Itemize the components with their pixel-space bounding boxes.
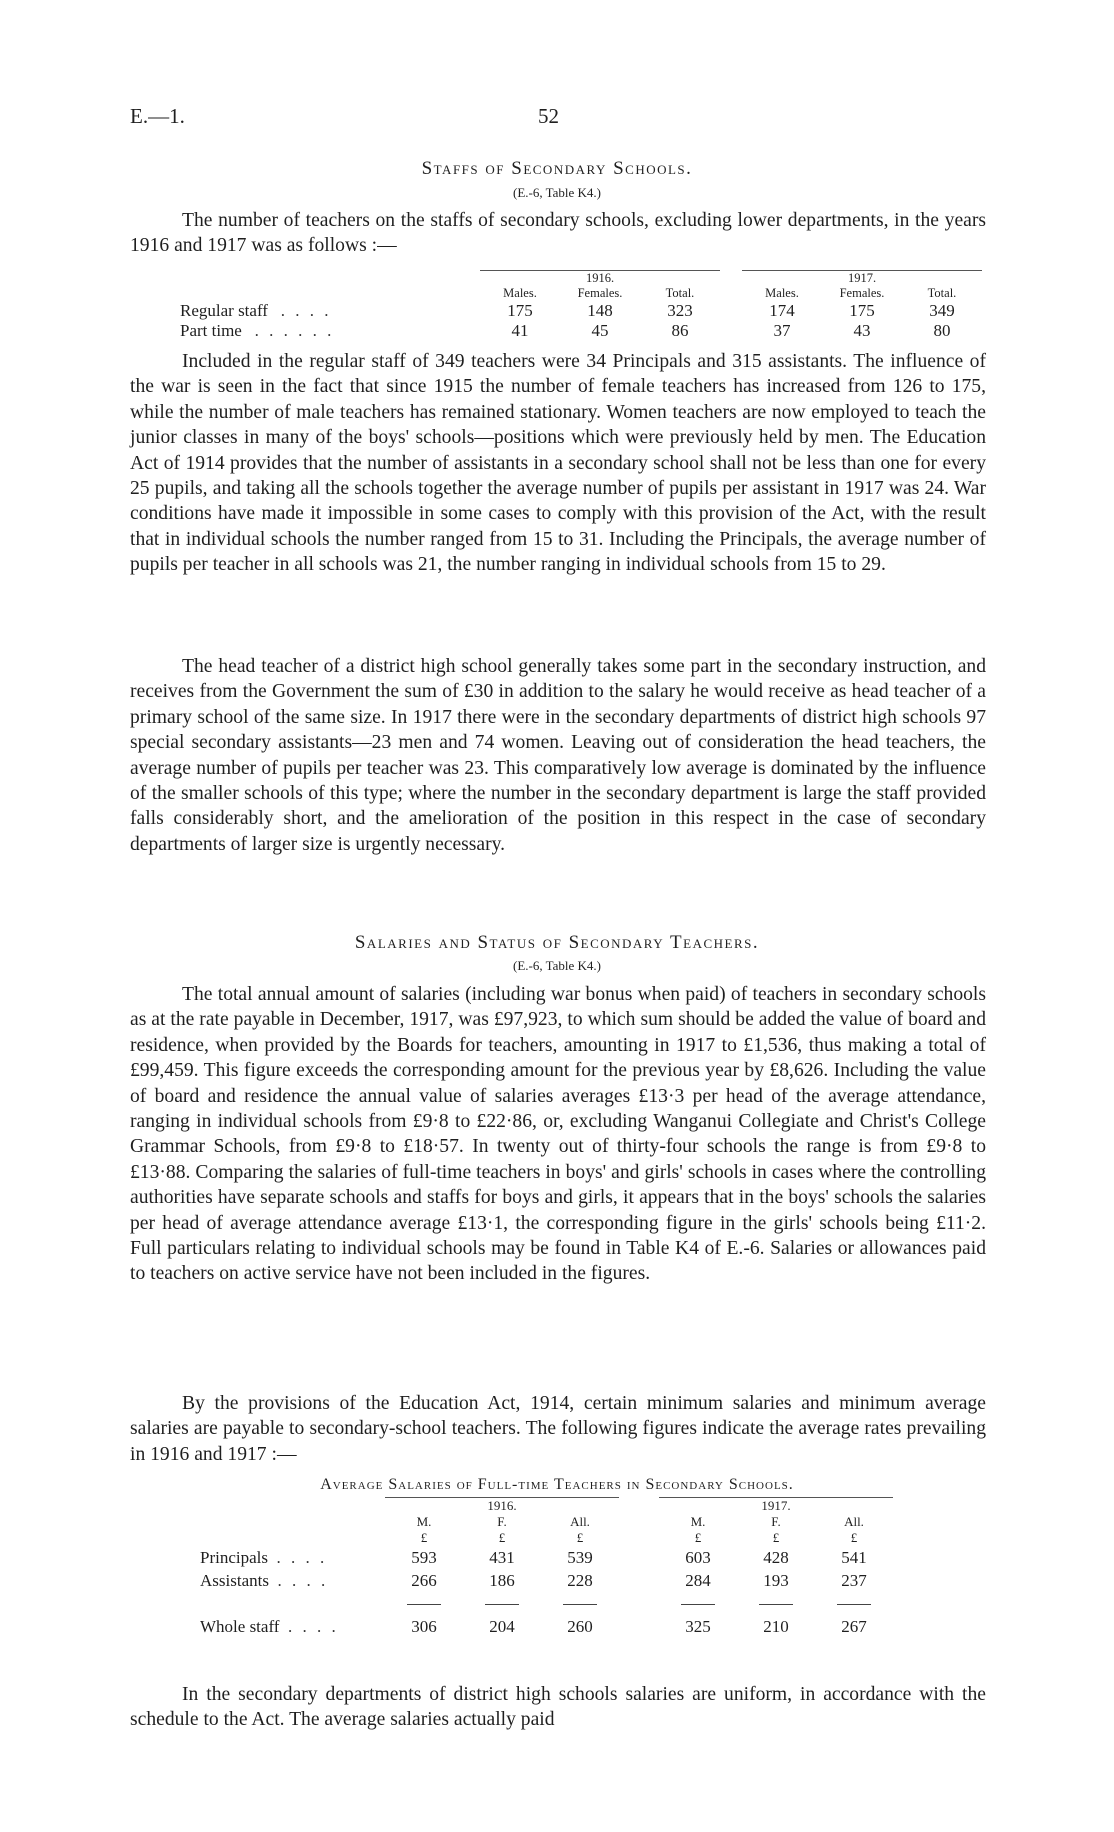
row-label: Principals <box>200 1547 268 1567</box>
table-cell: 148 <box>587 301 613 320</box>
row-label: Assistants <box>200 1570 269 1590</box>
table-cell: 260 <box>567 1616 593 1636</box>
table-row <box>200 1569 893 1592</box>
row-label: Regular staff <box>180 301 268 320</box>
leader-dots: . . . . <box>277 1570 329 1590</box>
table-cell: 349 <box>929 301 955 320</box>
column-header: Females. <box>577 286 623 300</box>
salaries-paragraph-3: In the secondary departments of district high schools salaries are uniform, in accordance with the schedule to the Act. The average salaries actually paid <box>130 1684 986 1731</box>
table-cell: 41 <box>511 321 529 340</box>
table-cell: 86 <box>671 321 689 340</box>
table-cell: 284 <box>685 1570 711 1590</box>
unit-label: £ <box>420 1530 428 1545</box>
table-cell: 539 <box>567 1547 593 1567</box>
table-cell: 37 <box>773 321 791 340</box>
column-header: M. <box>416 1514 432 1529</box>
leader-dots: . . . . <box>280 301 332 320</box>
table-cell: 237 <box>841 1570 867 1590</box>
column-header: Total. <box>665 286 695 300</box>
row-label: Whole staff <box>200 1616 280 1636</box>
table-cell: 541 <box>841 1547 867 1567</box>
table-cell: 323 <box>667 301 693 320</box>
table-cell: 593 <box>411 1547 437 1567</box>
column-header: F. <box>497 1514 507 1529</box>
leader-dots: . . . . <box>276 1547 328 1567</box>
staff-numbers-table <box>180 270 982 341</box>
table-year-1917: 1917. <box>742 271 982 287</box>
table-cell: 186 <box>489 1570 515 1590</box>
table-year-1916: 1916. <box>385 1498 619 1515</box>
column-header: F. <box>771 1514 781 1529</box>
rule <box>837 1604 871 1605</box>
table-cell: 267 <box>841 1616 867 1636</box>
rule <box>563 1604 597 1605</box>
staffs-intro-paragraph: The number of teachers on the staffs of secondary schools, excluding lower departments, in the years 1916 and 1917 was as follows :— <box>130 210 986 257</box>
table-cell: 431 <box>489 1547 515 1567</box>
salaries-paragraph-1: The total annual amount of salaries (including war bonus when paid) of teachers in secondary schools as at the rate payable in December, 1917, was £97,923, to which sum should be added the value of board and residence, when provided by the Boards for teachers, amounting in 1917 to £1,536, thus making a total of £99,459. This figure exceeds the corresponding amount for the previous year by £8,626. Including the value of board and residence the annual value of salaries averages £13·3 per head of the average attendance, ranging in individual schools from £9·8 to £22·86, or, excluding Wanganui Collegiate and Christ's College Grammar Schools, from £9·8 to £18·57. In twenty out of thirty-four schools the range is from £9·8 to £13·88. Comparing the salaries of full-time teachers in boys' and girls' schools in cases where the controlling authorities have separate schools and staffs for boys and girls, it appears that in the boys' schools the salaries per head of average attendance average £13·1, the corresponding figure in the girls' schools being £11·2. Full particulars relating to individual schools may be found in Table K4 of E.-6. Salaries or allowances paid to teachers on active service have not been included in the figures. <box>130 984 986 1285</box>
table-cell: 228 <box>567 1570 593 1590</box>
table-cell: 204 <box>489 1616 515 1636</box>
unit-label: £ <box>694 1530 702 1545</box>
leader-dots: . . . . . . <box>254 321 335 340</box>
leader-dots: . . . . <box>287 1616 339 1636</box>
rule <box>407 1604 441 1605</box>
unit-label: £ <box>498 1530 506 1545</box>
average-salaries-table <box>200 1497 893 1638</box>
rule <box>759 1604 793 1605</box>
unit-label: £ <box>850 1530 858 1545</box>
table-cell: 266 <box>411 1570 437 1590</box>
table-year-1916: 1916. <box>480 271 720 287</box>
staffs-paragraph-1: Included in the regular staff of 349 teachers were 34 Principals and 315 assistants. The influence of the war is seen in the fact that since 1915 the number of female teachers has increased from 126 to 175, while the number of male teachers has remained stationary. Women teachers are now employed to teach the junior classes in many of the boys' schools—positions which were previously held by men. The Education Act of 1914 provides that the number of assistants in a secondary school shall not be less than one for every 25 pupils, and taking all the schools together the average number of pupils per assistant in 1917 was 24. War conditions have made it impossible in some cases to comply with this provision of the Act, with the result that in individual schools the number ranged from 15 to 31. Including the Principals, the average number of pupils per teacher in all schools was 21, the number ranging in individual schools from 15 to 29. <box>130 351 986 576</box>
column-header: All. <box>844 1514 864 1529</box>
rule <box>485 1604 519 1605</box>
section-ref-salaries: (E.-6, Table K4.) <box>512 958 602 973</box>
section-ref-staffs: (E.-6, Table K4.) <box>512 185 602 200</box>
table-cell: 210 <box>763 1616 789 1636</box>
column-header: Total. <box>927 286 957 300</box>
table-cell: 175 <box>507 301 533 320</box>
column-header: Males. <box>765 286 799 300</box>
row-label: Part time <box>180 321 242 340</box>
table-cell: 45 <box>591 321 609 340</box>
table-cell: 428 <box>763 1547 789 1567</box>
column-header: All. <box>570 1514 590 1529</box>
table-row <box>180 321 982 341</box>
table-cell: 603 <box>685 1547 711 1567</box>
unit-label: £ <box>772 1530 780 1545</box>
table-row <box>180 301 982 321</box>
table-cell: 325 <box>685 1616 711 1636</box>
table-year-1917: 1917. <box>659 1498 893 1515</box>
page-number: 52 <box>538 104 559 128</box>
table-total-row <box>200 1615 893 1638</box>
table-cell: 43 <box>853 321 871 340</box>
rule <box>681 1604 715 1605</box>
table-cell: 80 <box>933 321 951 340</box>
salaries-paragraph-2: By the provisions of the Education Act, 1914, certain minimum salaries and minimum average salaries are payable to secondary-school teachers. The following figures indicate the average rates prevailing in 1916 and 1917 :— <box>130 1393 986 1465</box>
section-title-salaries: Salaries and Status of Secondary Teachers. <box>354 932 760 953</box>
column-header: Females. <box>839 286 885 300</box>
column-header: M. <box>690 1514 706 1529</box>
unit-label: £ <box>576 1530 584 1545</box>
table-row <box>200 1546 893 1569</box>
table-cell: 306 <box>411 1616 437 1636</box>
column-header: Males. <box>503 286 537 300</box>
section-title-staffs: Staffs of Secondary Schools. <box>421 158 693 179</box>
staffs-paragraph-2: The head teacher of a district high school generally takes some part in the secondary instruction, and receives from the Government the sum of £30 in addition to the salary he would receive as head teacher of a primary school of the same size. In 1917 there were in the secondary departments of district high schools 97 special secondary assistants—23 men and 74 women. Leaving out of consideration the head teachers, the average number of pupils per teacher was 23. This comparatively low average is dominated by the influence of the smaller schools of this type; where the number in the secondary department is large the staff provided falls considerably short, and the amelioration of the position in this respect in the case of secondary departments of larger size is urgently necessary. <box>130 656 986 855</box>
table-cell: 175 <box>849 301 875 320</box>
subtotal-rule-row <box>200 1592 893 1615</box>
document-reference: E.—1. <box>130 104 185 128</box>
table-cell: 193 <box>763 1570 789 1590</box>
table-cell: 174 <box>769 301 795 320</box>
salaries-table-title: Average Salaries of Full-time Teachers in Secondary Schools. <box>320 1476 794 1493</box>
